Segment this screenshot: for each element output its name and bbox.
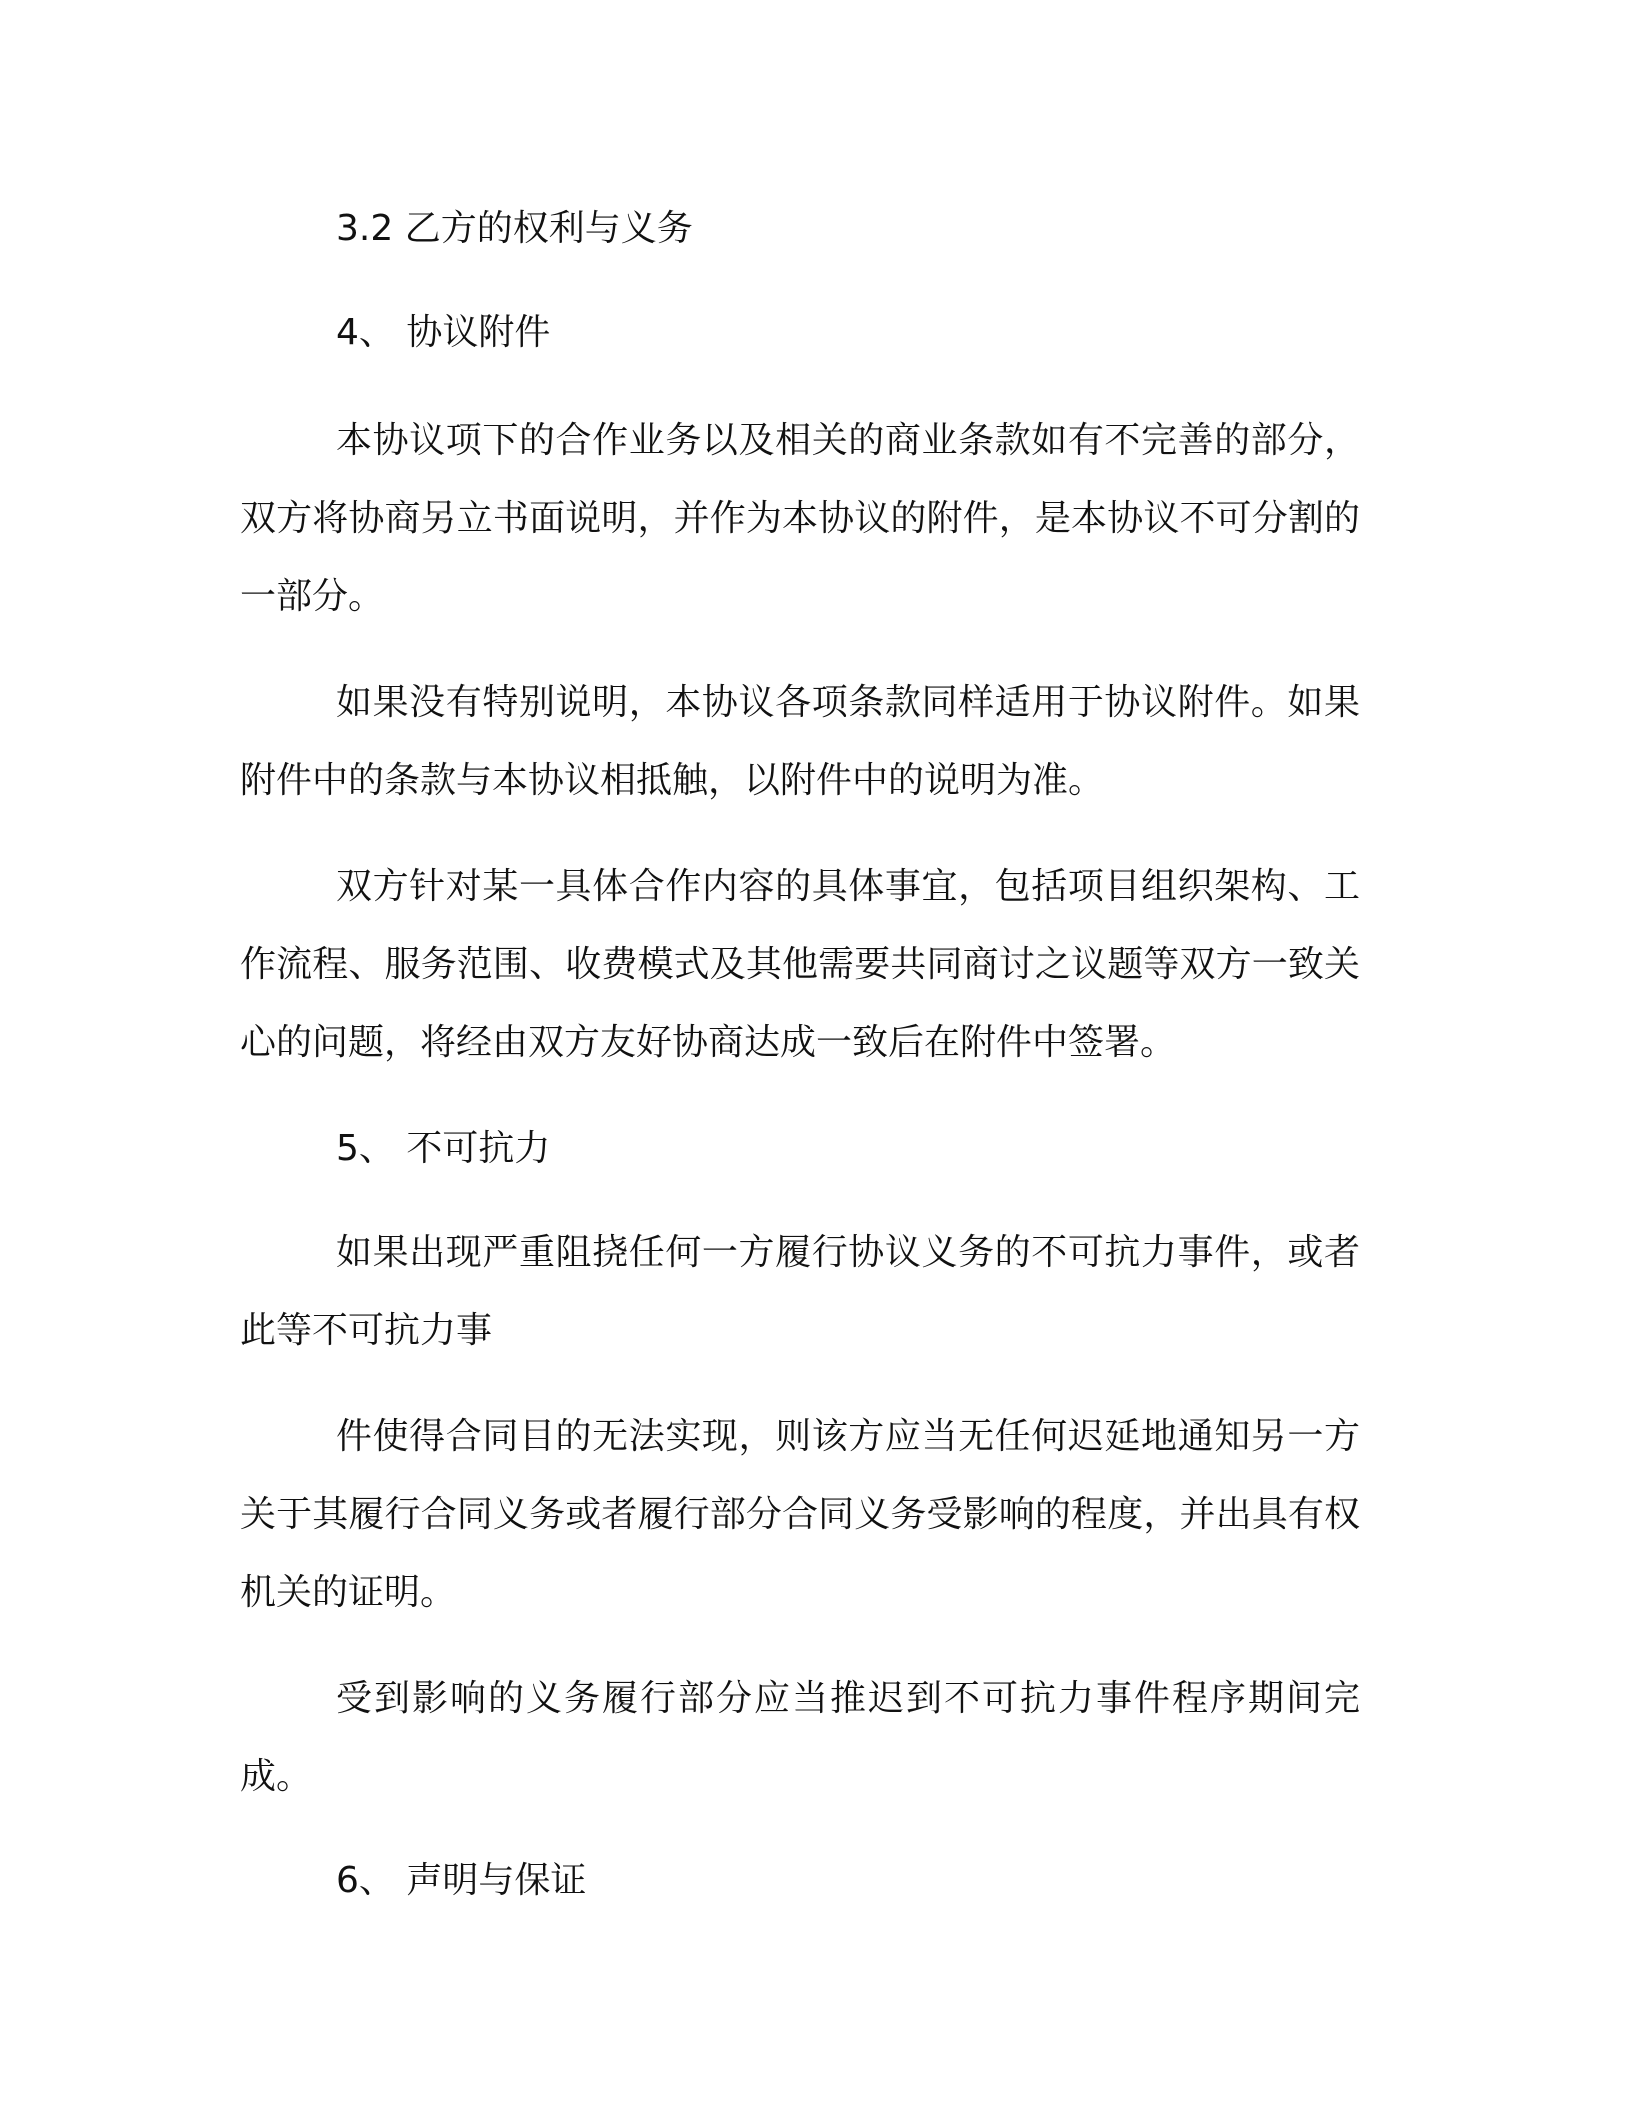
paragraph-force-majeure-notice: 件使得合同目的无法实现，则该方应当无任何迟延地通知另一方关于其履行合同义务或者履行部分合同义务受影响的程度，并出具有权机关的证明。 xyxy=(240,1416,1360,1613)
section-heading-3-2: 3.2 乙方的权利与义务 xyxy=(336,208,693,249)
paragraph-force-majeure-postpone: 受到影响的义务履行部分应当推迟到不可抗力事件程序期间完成。 xyxy=(240,1678,1360,1797)
section-heading-6: 6、 声明与保证 xyxy=(336,1860,587,1901)
document-page xyxy=(240,190,1390,1920)
paragraph-attachment-matters: 双方针对某一具体合作内容的具体事宜，包括项目组织架构、工作流程、服务范围、收费模式及其他需要共同商讨之议题等双方一致关心的问题，将经由双方友好协商达成一致后在附件中签署。 xyxy=(240,866,1360,1063)
paragraph-force-majeure-event: 如果出现严重阻挠任何一方履行协议义务的不可抗力事件，或者此等不可抗力事 xyxy=(240,1232,1360,1351)
section-heading-5: 5、 不可抗力 xyxy=(336,1128,551,1169)
paragraph-attachment-precedence: 如果没有特别说明，本协议各项条款同样适用于协议附件。如果附件中的条款与本协议相抵触，以附件中的说明为准。 xyxy=(240,682,1360,801)
section-heading-4: 4、 协议附件 xyxy=(336,312,551,353)
paragraph-attachment-supplement: 本协议项下的合作业务以及相关的商业条款如有不完善的部分，双方将协商另立书面说明，并作为本协议的附件，是本协议不可分割的一部分。 xyxy=(240,420,1360,617)
